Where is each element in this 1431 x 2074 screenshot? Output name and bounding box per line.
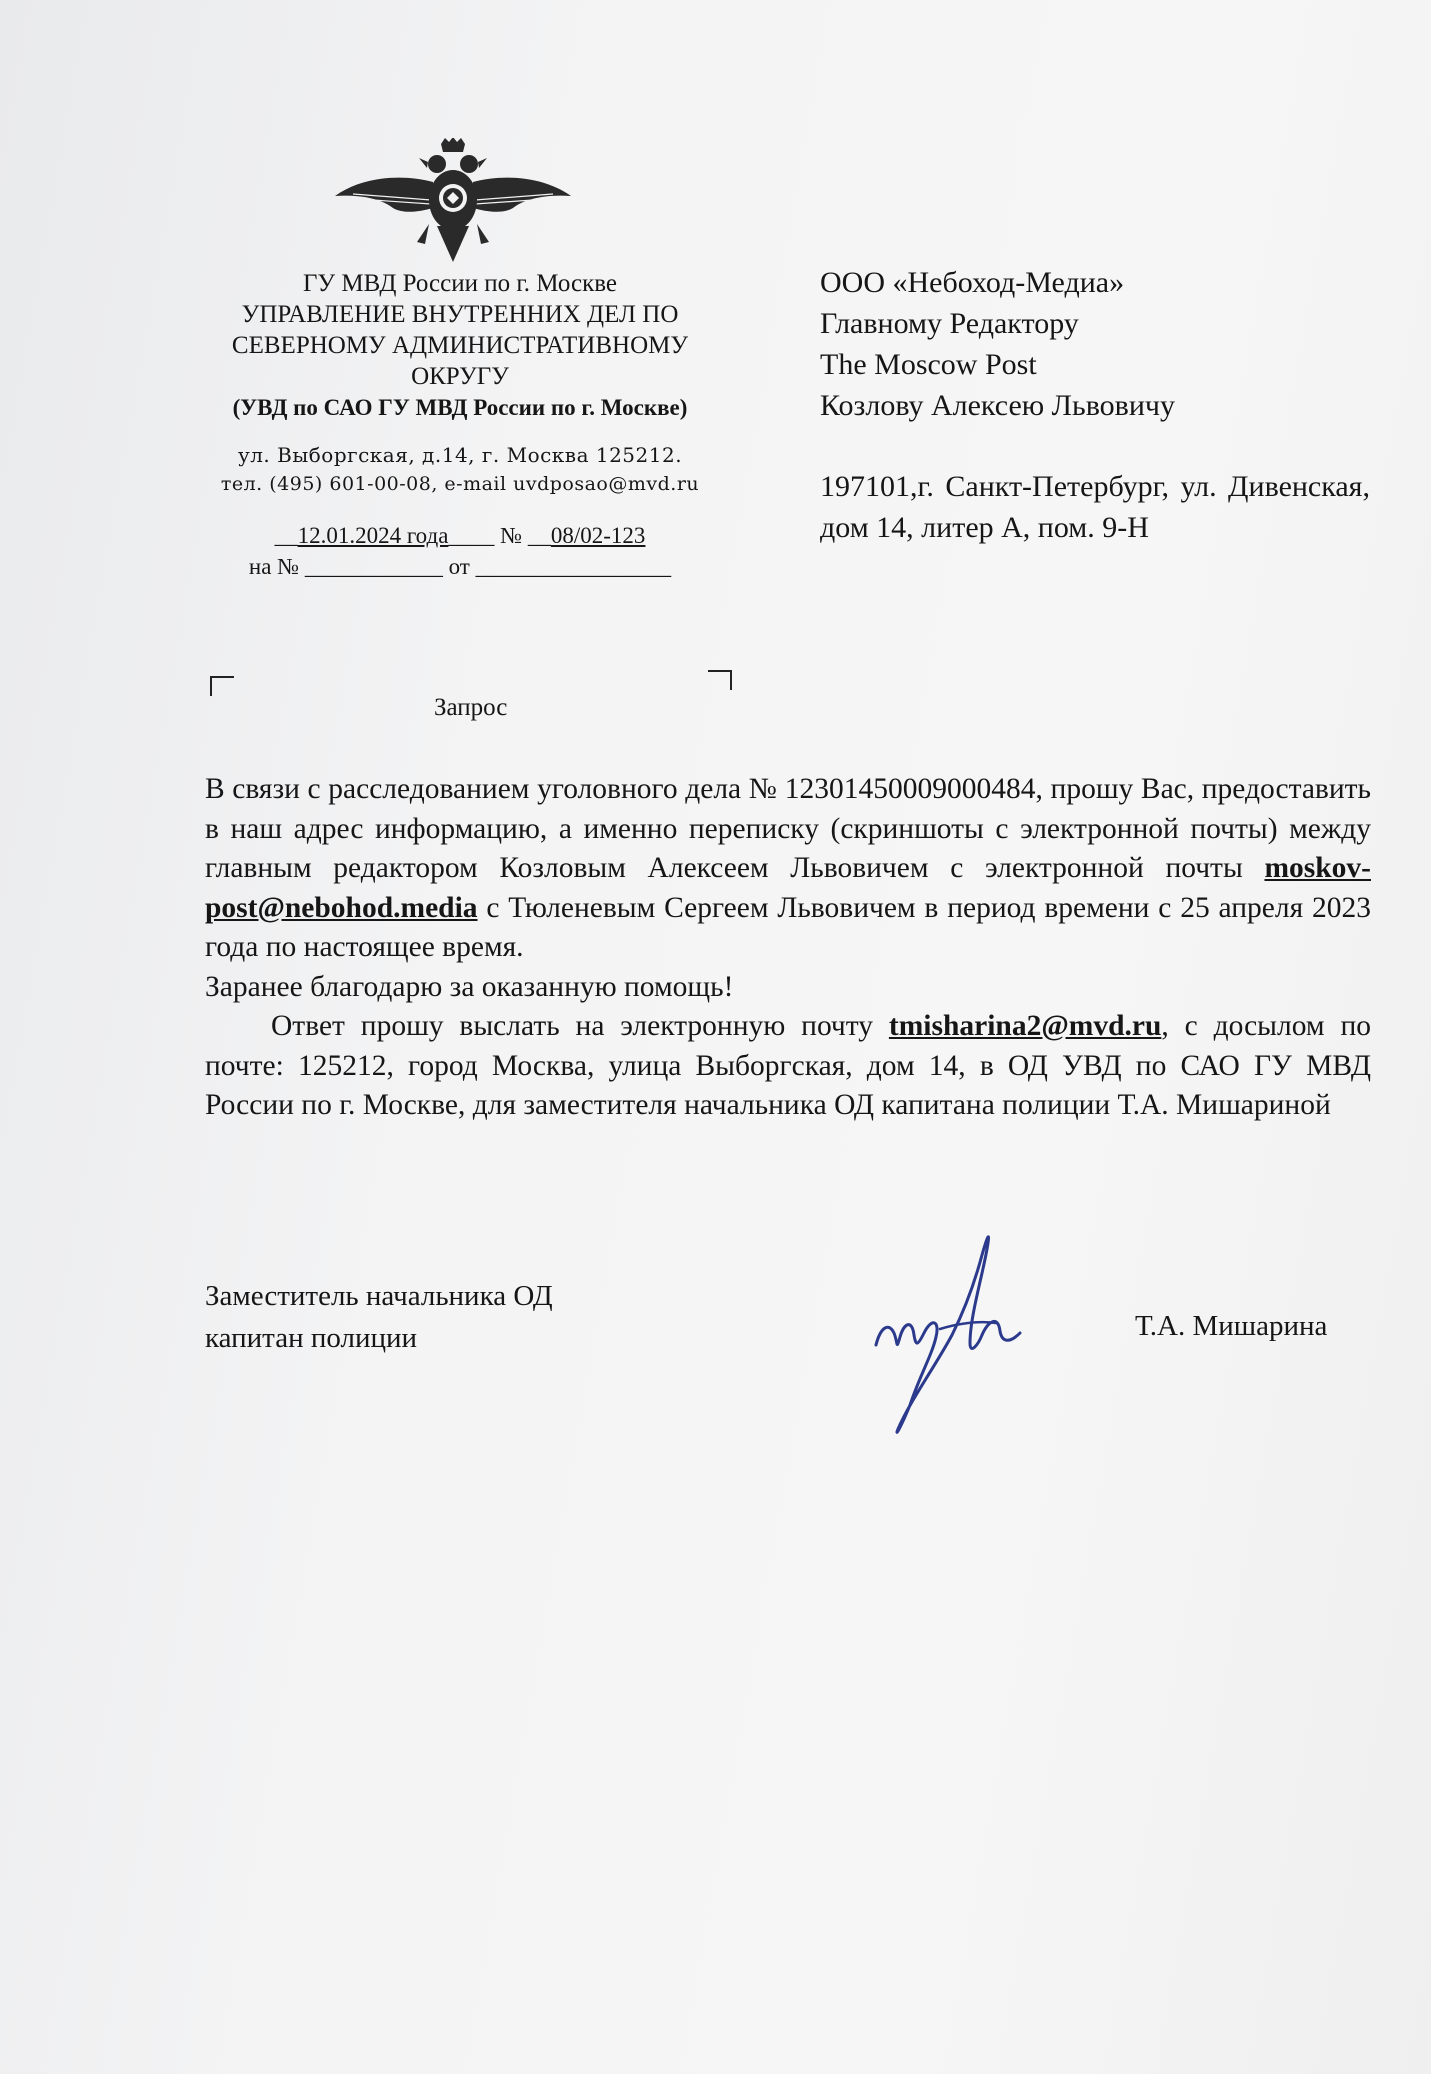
sender-district-end: ОКРУГУ bbox=[411, 363, 509, 390]
reply-text-end: , с досылом по почте: 125212, город Москва, улица Выборгская, дом 14, в ОД УВД по САО ГУ МВД России по г. Москве, для заместителя начальника ОД капитана полиции Т.А. Мишариной bbox=[205, 1010, 1371, 1121]
number-sign: № bbox=[500, 523, 523, 548]
recipient-name: Козлову Алексею Львовичу bbox=[820, 389, 1175, 422]
from-value: _________________ bbox=[475, 554, 672, 579]
document-body bbox=[205, 770, 1371, 1126]
recipient-org: ООО «Небоход-Медиа» bbox=[820, 266, 1125, 299]
thanks-paragraph: Заранее благодарю за оказанную помощь! bbox=[205, 970, 734, 1003]
signatory-position bbox=[205, 1275, 553, 1359]
handwritten-signature bbox=[870, 1225, 1040, 1445]
sender-department: УПРАВЛЕНИЕ ВНУТРЕННИХ ДЕЛ ПО bbox=[241, 301, 679, 328]
sender-ministry: ГУ МВД России по г. Москве bbox=[302, 270, 618, 297]
registration-block bbox=[170, 520, 750, 582]
corner-mark-right bbox=[708, 670, 732, 690]
mvd-eagle-emblem-icon bbox=[333, 138, 573, 268]
recipient-publication: The Moscow Post bbox=[820, 348, 1037, 381]
sender-header bbox=[170, 268, 750, 582]
outgoing-number: 08/02-123 bbox=[550, 523, 646, 548]
reference-line bbox=[170, 551, 750, 582]
recipient-address: 197101,г. Санкт-Петербург, ул. Дивенская, дом 14, литер А, пом. 9-Н bbox=[820, 470, 1370, 544]
ref-label: на № bbox=[248, 554, 300, 579]
from-label: от bbox=[448, 554, 470, 579]
request-text-end: с Тюленевым Сергеем Львовичем в период времени с 25 апреля 2023 года по настоящее время. bbox=[205, 891, 1371, 963]
request-text-start: В связи с расследованием уголовного дела № 12301450009000484, прошу Вас, предоставить в наш адрес информацию, а именно переписку (скриншоты с электронной почты) между главным редактором Козловым Алексеем Львовичем с электронной почты bbox=[205, 773, 1371, 884]
sender-address-block bbox=[170, 441, 750, 499]
signatory-rank: капитан полиции bbox=[205, 1322, 418, 1354]
recipient-block bbox=[820, 262, 1370, 548]
reply-paragraph bbox=[205, 1007, 1371, 1126]
signatory-title: Заместитель начальника ОД bbox=[205, 1280, 553, 1312]
registration-number-line: __12.01.2024 года____ № __08/02-123 bbox=[274, 523, 646, 548]
signatory-name: Т.А. Мишарина bbox=[1135, 1310, 1328, 1342]
sender-short-name: (УВД по САО ГУ МВД России по г. Москве) bbox=[232, 395, 688, 420]
editor-email: moskov-post@nebohod.media bbox=[205, 852, 1371, 924]
sender-district: СЕВЕРНОМУ АДМИНИСТРАТИВНОМУ bbox=[231, 332, 689, 359]
ref-number: ____________ bbox=[304, 554, 443, 579]
recipient-position: Главному Редактору bbox=[820, 307, 1079, 340]
corner-mark-left bbox=[210, 676, 234, 696]
sender-address: ул. Выборгская, д.14, г. Москва 125212. bbox=[237, 443, 683, 467]
request-paragraph bbox=[205, 770, 1371, 968]
reply-email: tmisharina2@mvd.ru bbox=[888, 1010, 1162, 1042]
reply-text-start: Ответ прошу выслать на электронную почту bbox=[271, 1010, 889, 1042]
outgoing-date: 12.01.2024 года bbox=[297, 523, 449, 548]
sender-contacts: тел. (495) 601-00-08, e-mail uvdposao@mvd.ru bbox=[220, 473, 700, 495]
document-title: Запрос bbox=[434, 694, 508, 721]
